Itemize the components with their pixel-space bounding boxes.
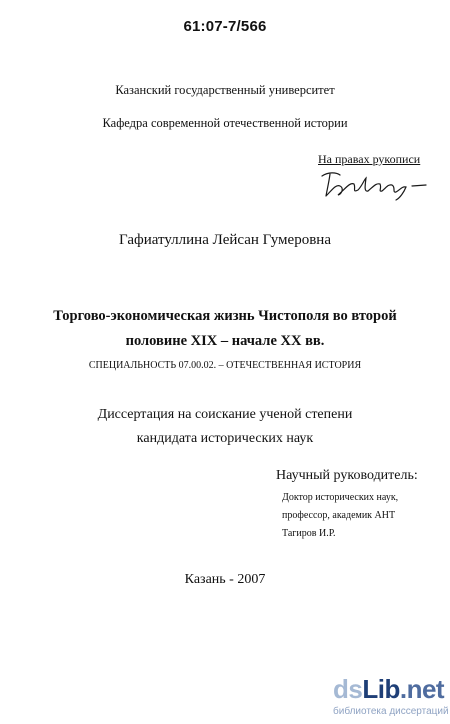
degree-line-1: Диссертация на соискание ученой степени bbox=[97, 407, 353, 422]
catalog-number: 61:07-7/566 bbox=[183, 18, 267, 35]
dslib-watermark bbox=[333, 674, 449, 718]
watermark-caption: библиотека диссертаций bbox=[333, 706, 449, 717]
watermark-brand bbox=[333, 674, 444, 705]
watermark-lib: Lib bbox=[362, 674, 400, 704]
watermark-ds: ds bbox=[333, 674, 363, 704]
advisor-name: Тагиров И.Р. bbox=[282, 528, 336, 539]
university-name: Казанский государственный университет bbox=[115, 83, 335, 97]
author-name: Гафиатуллина Лейсан Гумеровна bbox=[119, 232, 331, 248]
advisor-heading: Научный руководитель: bbox=[276, 468, 418, 483]
manuscript-note: На правах рукописи bbox=[318, 152, 421, 166]
watermark-net: .net bbox=[399, 674, 445, 704]
handwritten-signature bbox=[318, 166, 428, 202]
city-year: Казань - 2007 bbox=[184, 572, 266, 587]
advisor-title: профессор, академик АНТ bbox=[282, 510, 396, 521]
dissertation-title-line-2: половине XIX – начале XX вв. bbox=[125, 333, 325, 349]
advisor-degree: Доктор исторических наук, bbox=[282, 492, 399, 503]
department-name: Кафедра современной отечественной истории bbox=[102, 116, 348, 130]
degree-line-2: кандидата исторических наук bbox=[136, 431, 314, 446]
dissertation-title-line-1: Торгово-экономическая жизнь Чистополя во второй bbox=[53, 308, 397, 324]
specialty: СПЕЦИАЛЬНОСТЬ 07.00.02. – ОТЕЧЕСТВЕННАЯ ИСТОРИЯ bbox=[88, 360, 362, 371]
